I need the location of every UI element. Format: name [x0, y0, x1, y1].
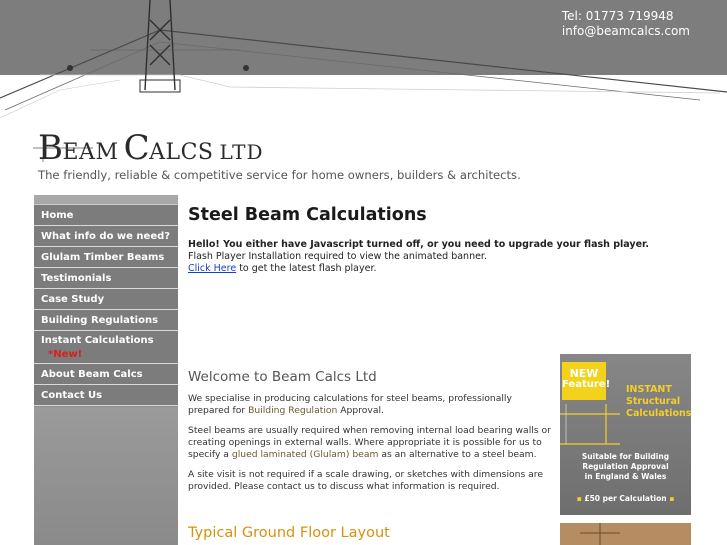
nav-item-home[interactable]: Home — [34, 205, 178, 226]
phone-number: Tel: 01773 719948 — [561, 9, 674, 23]
flash-line-3-text: to get the latest flash player. — [236, 263, 377, 274]
sidebar-nav — [34, 195, 178, 545]
flash-warning: Hello! You either have Javascript turned off, or you need to upgrade your flash player. — [188, 239, 649, 250]
glulam-link[interactable]: glued laminated (Glulam) beam — [231, 449, 379, 460]
welcome-paragraph-2: Steel beams are usually required when removing internal load bearing walls or creating openings in external walls. Where appropriate it is possible for us to specify a glued laminated (Glulam) beam as an alternative to a steel beam. — [188, 425, 551, 460]
welcome-section — [188, 369, 553, 501]
nav-item-about[interactable]: About Beam Calcs — [34, 364, 178, 385]
ad-price: ▪ £50 per Calculation ▪ — [576, 494, 675, 503]
second-ad-art — [560, 523, 691, 545]
welcome-paragraph-1: We specialise in producing calculations for steel beams, professionally prepared for Building Regulation Approval. — [188, 393, 512, 416]
ad-subtitle: Suitable for Building Regulation Approval in England & Wales — [581, 452, 670, 481]
second-ad-banner[interactable] — [560, 523, 691, 545]
sidebar-top-strip — [34, 195, 178, 205]
site-logo[interactable] — [33, 128, 343, 168]
site-tagline: The friendly, reliable & competitive service for home owners, builders & architects. — [38, 168, 521, 182]
welcome-paragraph-3: A site visit is not required if a scale drawing, or sketches with dimensions are provided. Please contact us to discuss what information is required. — [188, 469, 544, 492]
nav-item-contact[interactable]: Contact Us — [34, 385, 178, 406]
building-regulation-link[interactable]: Building Regulation — [248, 405, 338, 416]
section-heading-ground-floor: Typical Ground Floor Layout — [188, 525, 390, 541]
nav-item-testimonials[interactable]: Testimonials — [34, 268, 178, 289]
email-address[interactable]: info@beamcalcs.com — [561, 24, 690, 38]
flash-notice — [188, 239, 649, 275]
new-badge: *New! — [48, 349, 83, 360]
header-contact — [562, 9, 690, 39]
nav-item-instant-calculations[interactable] — [34, 331, 178, 364]
logo-wordmark: BEAM CALCS LTD — [38, 128, 264, 168]
flash-line-2: Flash Player Installation required to view the animated banner. — [188, 251, 487, 262]
click-here-link[interactable]: Click Here — [188, 263, 237, 274]
header-banner — [0, 0, 727, 128]
nav-item-case-study[interactable]: Case Study — [34, 289, 178, 310]
welcome-heading: Welcome to Beam Calcs Ltd — [188, 369, 377, 385]
page-title: Steel Beam Calculations — [188, 205, 427, 225]
nav-item-glulam[interactable]: Glulam Timber Beams — [34, 247, 178, 268]
instant-calculations-ad[interactable] — [560, 354, 691, 515]
flash-line-3 — [188, 263, 649, 275]
nav-item-label: Instant Calculations — [41, 335, 154, 346]
ad-title: INSTANT Structural Calculations — [626, 384, 691, 419]
nav-item-what-info[interactable]: What info do we need? — [34, 226, 178, 247]
sidebar-fill — [34, 407, 178, 545]
ad-new-badge: NEW Feature! — [562, 362, 606, 400]
nav-item-building-regulations[interactable]: Building Regulations — [34, 310, 178, 331]
